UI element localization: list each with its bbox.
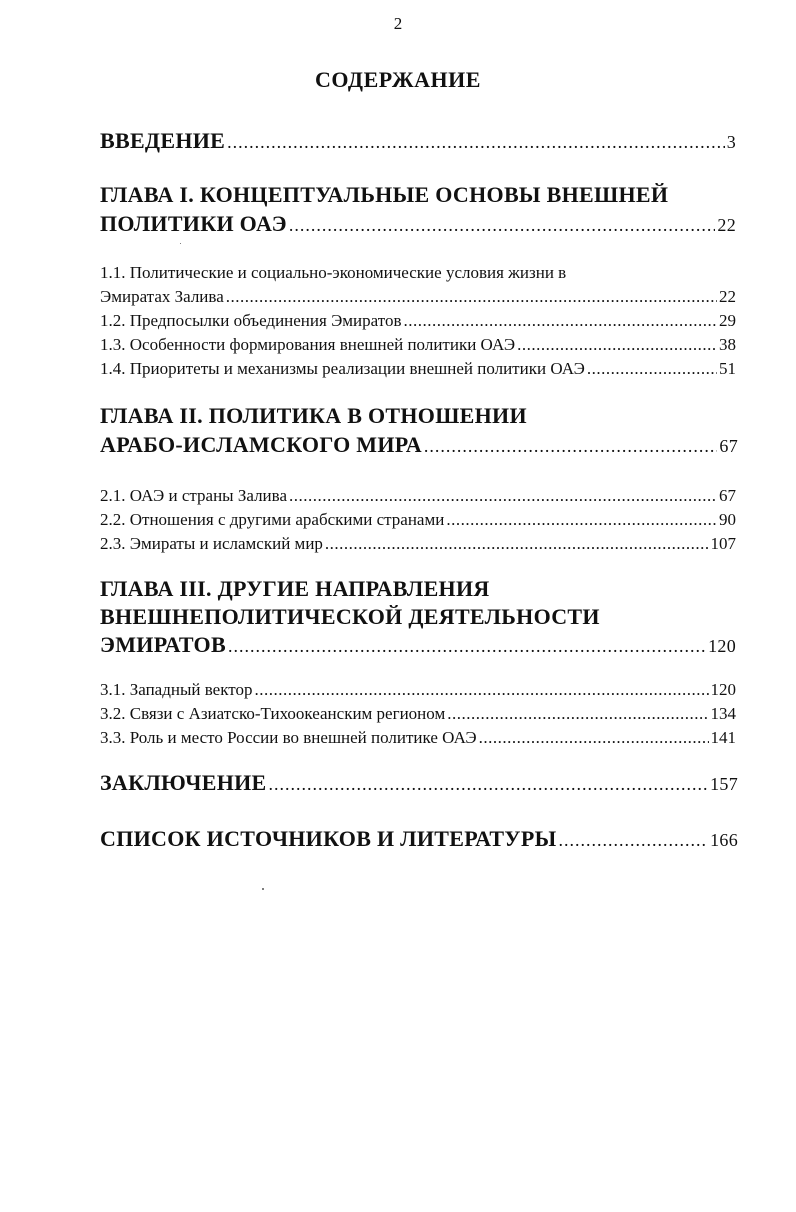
toc-entry-label: ЗАКЛЮЧЕНИЕ	[100, 770, 267, 795]
toc-entry-label: 2.2. Отношения с другими арабскими странами	[100, 510, 445, 529]
toc-entry-label: АРАБО-ИСЛАМСКОГО МИРА	[100, 432, 422, 457]
toc-entry-bibliography[interactable]	[100, 826, 738, 852]
toc-entry-page: 67	[719, 436, 738, 456]
toc-chapter-2-title-line-1[interactable]: ГЛАВА II. ПОЛИТИКА В ОТНОШЕНИИ	[100, 403, 527, 428]
leader-dots	[403, 311, 717, 331]
leader-dots	[289, 486, 717, 506]
toc-section-3-1[interactable]	[100, 680, 736, 700]
toc-section-3-2[interactable]	[100, 704, 736, 724]
toc-entry-page: 166	[710, 830, 738, 850]
toc-entry-page: 22	[719, 287, 736, 306]
toc-entry-chapter-1[interactable]	[100, 211, 736, 237]
leader-dots	[289, 215, 716, 236]
toc-entry-page: 22	[717, 215, 736, 235]
toc-entry-page: 29	[719, 311, 736, 330]
leader-dots	[479, 728, 709, 748]
toc-entry-label: ПОЛИТИКИ ОАЭ	[100, 211, 287, 236]
toc-section-1-4[interactable]	[100, 359, 736, 379]
toc-entry-page: 107	[710, 534, 736, 553]
toc-section-2-2[interactable]	[100, 510, 736, 530]
toc-entry-label: Эмиратах Залива	[100, 287, 224, 306]
page-title: СОДЕРЖАНИЕ	[315, 67, 481, 92]
toc-entry-page: 90	[719, 510, 736, 529]
toc-entry-page: 51	[719, 359, 736, 378]
leader-dots	[269, 774, 709, 795]
toc-entry-page: 67	[719, 486, 736, 505]
toc-entry-label: 3.1. Западный вектор	[100, 680, 253, 699]
page-number: 2	[393, 14, 403, 33]
toc-entry-page: 134	[710, 704, 736, 723]
toc-entry-chapter-3[interactable]	[100, 632, 736, 658]
toc-entry-label: 2.1. ОАЭ и страны Залива	[100, 486, 287, 505]
toc-section-1-3[interactable]	[100, 335, 736, 355]
leader-dots	[587, 359, 717, 379]
toc-entry-label: 3.2. Связи с Азиатско-Тихоокеанским регионом	[100, 704, 446, 723]
toc-chapter-3-title-line-2[interactable]: ВНЕШНЕПОЛИТИЧЕСКОЙ ДЕЯТЕЛЬНОСТИ	[100, 604, 600, 629]
toc-entry-conclusion[interactable]	[100, 770, 738, 796]
toc-entry-page: 38	[719, 335, 736, 354]
leader-dots	[446, 510, 717, 530]
toc-chapter-3-title-line-1[interactable]: ГЛАВА III. ДРУГИЕ НАПРАВЛЕНИЯ	[100, 576, 490, 601]
toc-chapter-1-title-line-1[interactable]: ГЛАВА I. КОНЦЕПТУАЛЬНЫЕ ОСНОВЫ ВНЕШНЕЙ	[100, 182, 669, 207]
leader-dots	[517, 335, 717, 355]
leader-dots	[227, 132, 725, 153]
leader-dots	[447, 704, 708, 724]
toc-section-2-3[interactable]	[100, 534, 736, 554]
toc-entry-label: 1.2. Предпосылки объединения Эмиратов	[100, 311, 402, 330]
toc-section-2-1[interactable]	[100, 486, 736, 506]
toc-section-1-2[interactable]	[100, 311, 736, 331]
toc-entry-label: 1.3. Особенности формирования внешней политики ОАЭ	[100, 335, 516, 354]
leader-dots	[228, 636, 706, 657]
scan-speck	[180, 243, 181, 244]
toc-section-1-1-line-1[interactable]: 1.1. Политические и социально-экономические условия жизни в	[100, 263, 567, 282]
scan-speck	[262, 888, 264, 890]
toc-entry-page: 157	[710, 774, 738, 794]
toc-entry-chapter-2[interactable]	[100, 432, 738, 458]
leader-dots	[558, 830, 708, 851]
toc-entry-page: 120	[710, 680, 736, 699]
toc-entry-label: 3.3. Роль и место России во внешней политике ОАЭ	[100, 728, 477, 747]
toc-entry-introduction[interactable]	[100, 128, 736, 154]
toc-entry-label: СПИСОК ИСТОЧНИКОВ И ЛИТЕРАТУРЫ	[100, 826, 557, 851]
leader-dots	[226, 287, 717, 307]
toc-entry-page: 120	[708, 636, 736, 656]
toc-entry-label: ЭМИРАТОВ	[100, 632, 226, 657]
toc-entry-page: 141	[710, 728, 736, 747]
leader-dots	[254, 680, 708, 700]
toc-entry-label: 1.4. Приоритеты и механизмы реализации внешней политики ОАЭ	[100, 359, 585, 378]
toc-section-3-3[interactable]	[100, 728, 736, 748]
toc-entry-page: 3	[726, 132, 736, 152]
leader-dots	[325, 534, 709, 554]
toc-entry-label: ВВЕДЕНИЕ	[100, 128, 226, 153]
toc-section-1-1[interactable]	[100, 287, 736, 307]
toc-entry-label: 2.3. Эмираты и исламский мир	[100, 534, 323, 553]
leader-dots	[424, 436, 718, 457]
